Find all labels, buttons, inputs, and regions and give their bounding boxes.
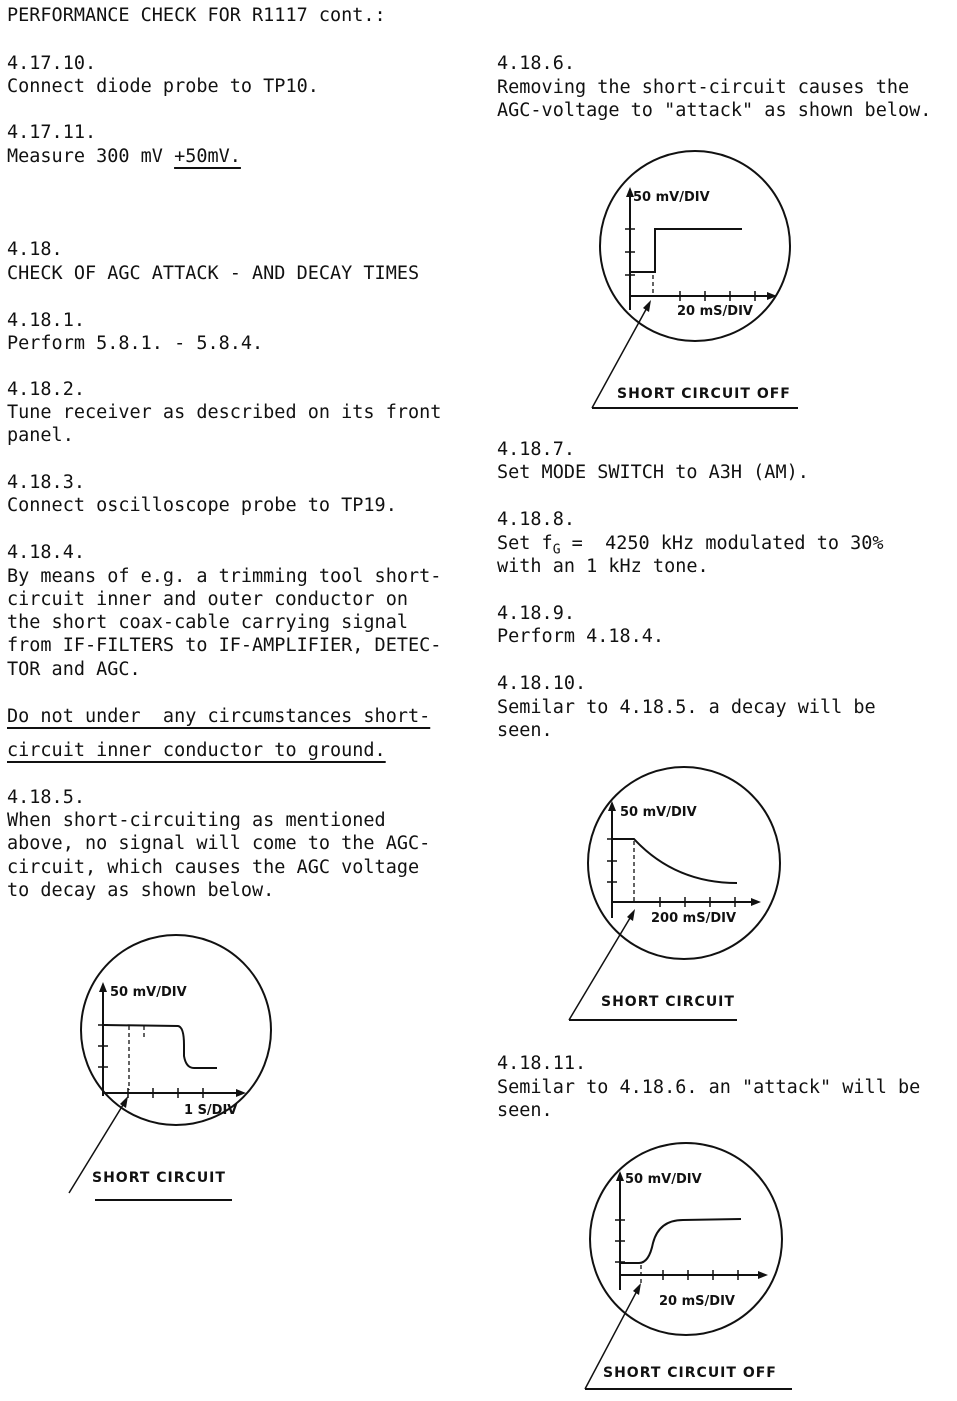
section-number-4-18-6: 4.18.6. <box>497 53 575 74</box>
scope-figure-decay-200ms <box>565 765 785 1025</box>
section-text-4-18-5-line2: above, no signal will come to the AGC- <box>7 833 431 854</box>
section-number-4-18-4: 4.18.4. <box>7 542 85 563</box>
section-number-4-18-8: 4.18.8. <box>497 509 575 530</box>
y-unit-label: 50 mV/DIV <box>110 985 187 1000</box>
trace-exponential-decay <box>612 839 737 883</box>
warning-line1: Do not under any circumstances short- <box>7 706 431 727</box>
section-number-4-18-1: 4.18.1. <box>7 310 85 331</box>
section-text-4-18-3: Connect oscilloscope probe to TP19. <box>7 495 397 516</box>
section-number-4-17-11: 4.17.11. <box>7 122 97 143</box>
section-text-4-18-4-line3: the short coax-cable carrying signal <box>7 612 408 633</box>
section-text-4-18-8-line1: Set $f_G = 4250$ kHz modulated to 30% <box>497 533 884 558</box>
section-text-4-18-5-line4: to decay as shown below. <box>7 880 275 901</box>
section-text-4-18-6-line2: AGC-voltage to "attack" as shown below. <box>497 100 932 121</box>
section-text-4-18-5-line3: circuit, which causes the AGC voltage <box>7 857 420 878</box>
section-number-4-18-7: 4.18.7. <box>497 439 575 460</box>
warning-line2: circuit inner conductor to ground. <box>7 740 386 761</box>
section-text-4-18-7: Set MODE SWITCH to A3H (AM). <box>497 462 809 483</box>
trace-decay-step <box>104 1025 217 1068</box>
section-text-4-18-2-line2: panel. <box>7 425 74 446</box>
page-header: PERFORMANCE CHECK FOR R1117 cont.: <box>7 5 386 26</box>
section-text-4-18-2-line1: Tune receiver as described on its front <box>7 402 442 423</box>
x-unit-label: 1 S/DIV <box>184 1103 238 1118</box>
section-text-4-18-6-line1: Removing the short-circuit causes the <box>497 77 910 98</box>
short-circuit-off-label: SHORT CIRCUIT OFF <box>617 386 791 402</box>
trace-smooth-attack <box>620 1219 741 1263</box>
section-text-4-18-4-line5: TOR and AGC. <box>7 659 141 680</box>
section-number-4-17-10: 4.17.10. <box>7 53 97 74</box>
short-circuit-label: SHORT CIRCUIT <box>601 994 735 1010</box>
section-text-4-18-1: Perform 5.8.1. - 5.8.4. <box>7 333 264 354</box>
short-circuit-label: SHORT CIRCUIT <box>92 1170 226 1186</box>
section-text-4-17-10: Connect diode probe to TP10. <box>7 76 319 97</box>
section-number-4-18-11: 4.18.11. <box>497 1053 587 1074</box>
section-number-4-18-10: 4.18.10. <box>497 673 587 694</box>
section-number-4-18-2: 4.18.2. <box>7 379 85 400</box>
section-text-4-18-5-line1: When short-circuiting as mentioned <box>7 810 386 831</box>
x-unit-label: 20 mS/DIV <box>659 1294 735 1309</box>
section-number-4-18-9: 4.18.9. <box>497 603 575 624</box>
section-text-4-17-11: Measure 300 mV +50mV. <box>7 146 241 167</box>
trace-attack-step <box>630 229 742 272</box>
section-text-4-18-4-line2: circuit inner and outer conductor on <box>7 589 408 610</box>
section-number-4-18: 4.18. <box>7 239 63 260</box>
scope-screen-outline <box>588 767 780 959</box>
y-unit-label: 50 mV/DIV <box>633 190 710 205</box>
section-number-4-18-5: 4.18.5. <box>7 787 85 808</box>
section-heading-4-18: CHECK OF AGC ATTACK - AND DECAY TIMES <box>7 263 420 284</box>
y-unit-label: 50 mV/DIV <box>625 1172 702 1187</box>
scope-figure-attack-20ms <box>585 145 805 415</box>
y-unit-label: 50 mV/DIV <box>620 805 697 820</box>
x-unit-label: 20 mS/DIV <box>677 304 753 319</box>
short-circuit-off-label: SHORT CIRCUIT OFF <box>603 1365 777 1381</box>
section-text-4-18-10-line2: seen. <box>497 720 553 741</box>
section-text-4-18-4-line4: from IF-FILTERS to IF-AMPLIFIER, DETEC- <box>7 635 442 656</box>
section-text-4-18-10-line1: Semilar to 4.18.5. a decay will be <box>497 697 876 718</box>
section-text-4-18-11-line2: seen. <box>497 1100 553 1121</box>
section-text-4-18-8-line2: with an 1 kHz tone. <box>497 556 709 577</box>
scope-figure-decay-1s <box>60 960 290 1200</box>
scope-screen-outline <box>81 935 271 1125</box>
x-unit-label: 200 mS/DIV <box>651 911 737 926</box>
section-number-4-18-3: 4.18.3. <box>7 472 85 493</box>
scope-figure-attack-smooth-20ms <box>555 1143 795 1393</box>
section-text-4-18-4-line1: By means of e.g. a trimming tool short- <box>7 566 442 587</box>
section-text-4-18-11-line1: Semilar to 4.18.6. an "attack" will be <box>497 1077 921 1098</box>
section-text-4-18-9: Perform 4.18.4. <box>497 626 665 647</box>
